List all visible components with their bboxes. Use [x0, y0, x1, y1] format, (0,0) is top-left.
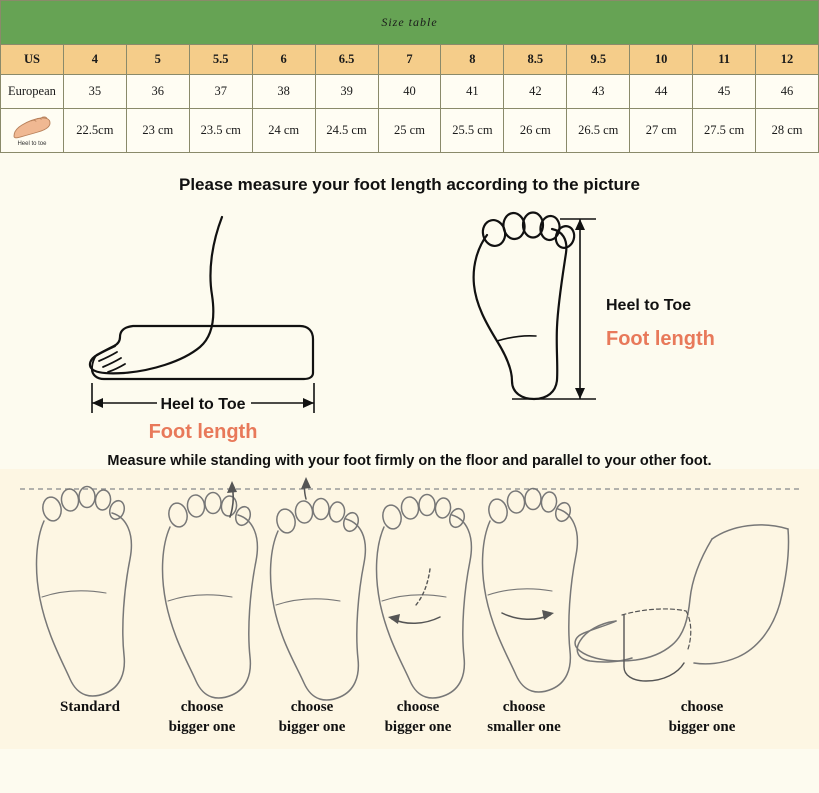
- top-view-dimension-line: [512, 219, 596, 399]
- cell-cm-2: 23.5 cm: [189, 109, 252, 153]
- foot-illustration-1: [37, 487, 132, 697]
- cell-cm-3: 24 cm: [252, 109, 315, 153]
- cell-cm-9: 27 cm: [630, 109, 693, 153]
- cell-cm-11: 28 cm: [756, 109, 819, 153]
- foot-caption-5-line2: smaller one: [487, 719, 561, 735]
- foot-caption-3-line1: choose: [290, 699, 334, 715]
- row-label-foot-icon: [1, 109, 64, 153]
- cell-us-11: 12: [756, 45, 819, 75]
- standing-measure-note: Measure while standing with your foot firmly on the floor and parallel to your other foot.: [107, 453, 712, 469]
- cell-cm-4: 24.5 cm: [315, 109, 378, 153]
- cell-us-4: 6.5: [315, 45, 378, 75]
- cell-us-8: 9.5: [567, 45, 630, 75]
- foot-illustration-4: [377, 495, 472, 699]
- table-row-length: [1, 109, 819, 153]
- table-row-us: [1, 45, 819, 75]
- foot-illustration-2: [163, 481, 258, 698]
- cell-us-0: 4: [63, 45, 126, 75]
- cell-us-5: 7: [378, 45, 441, 75]
- cell-us-2: 5.5: [189, 45, 252, 75]
- side-view-foot-length-label: Foot length: [148, 421, 258, 443]
- cell-eu-3: 38: [252, 75, 315, 109]
- cell-cm-1: 23 cm: [126, 109, 189, 153]
- cell-us-6: 8: [441, 45, 504, 75]
- row-label-european: European: [1, 75, 64, 109]
- measure-instruction-title: Please measure your foot length according to the picture: [179, 175, 640, 194]
- cell-eu-7: 42: [504, 75, 567, 109]
- cell-us-1: 5: [126, 45, 189, 75]
- cell-eu-6: 41: [441, 75, 504, 109]
- side-view-heel-to-toe-label: Heel to Toe: [160, 396, 246, 413]
- top-view-foot-length-label: Foot length: [606, 328, 715, 350]
- foot-icon-caption: Heel to toe: [17, 141, 47, 147]
- cell-cm-7: 26 cm: [504, 109, 567, 153]
- cell-eu-5: 40: [378, 75, 441, 109]
- foot-caption-6-line2: bigger one: [668, 719, 736, 735]
- table-title-row: [1, 1, 819, 45]
- foot-type-comparison: [0, 469, 819, 749]
- foot-illustration-5: [483, 489, 578, 693]
- side-view-foot-illustration: [90, 217, 313, 379]
- foot-caption-2-line1: choose: [180, 699, 224, 715]
- table-row-european: [1, 75, 819, 109]
- foot-caption-4-line1: choose: [396, 699, 440, 715]
- foot-caption-6-line1: choose: [680, 699, 724, 715]
- cell-eu-10: 45: [693, 75, 756, 109]
- cell-eu-4: 39: [315, 75, 378, 109]
- top-view-heel-to-toe-label: Heel to Toe: [606, 297, 692, 314]
- cell-eu-8: 43: [567, 75, 630, 109]
- cell-cm-10: 27.5 cm: [693, 109, 756, 153]
- cell-us-7: 8.5: [504, 45, 567, 75]
- foot-illustration-6: [575, 525, 788, 681]
- foot-caption-1-line1: Standard: [59, 699, 121, 715]
- cell-eu-1: 36: [126, 75, 189, 109]
- foot-caption-4-line2: bigger one: [384, 719, 452, 735]
- foot-illustration-3: [271, 477, 366, 700]
- cell-cm-8: 26.5 cm: [567, 109, 630, 153]
- cell-eu-0: 35: [63, 75, 126, 109]
- foot-caption-3-line2: bigger one: [278, 719, 346, 735]
- cell-us-3: 6: [252, 45, 315, 75]
- foot-caption-2-line2: bigger one: [168, 719, 236, 735]
- row-label-us: US: [1, 45, 64, 75]
- size-table: [0, 0, 819, 153]
- page-title: Size table: [1, 1, 819, 45]
- cell-cm-0: 22.5cm: [63, 109, 126, 153]
- cell-eu-9: 44: [630, 75, 693, 109]
- cell-cm-5: 25 cm: [378, 109, 441, 153]
- top-view-foot-illustration: [474, 212, 577, 399]
- foot-caption-5-line1: choose: [502, 699, 546, 715]
- foot-heel-to-toe-icon: [10, 114, 54, 140]
- cell-us-9: 10: [630, 45, 693, 75]
- cell-eu-2: 37: [189, 75, 252, 109]
- foot-measure-diagrams: [0, 195, 819, 445]
- cell-eu-11: 46: [756, 75, 819, 109]
- cell-cm-6: 25.5 cm: [441, 109, 504, 153]
- cell-us-10: 11: [693, 45, 756, 75]
